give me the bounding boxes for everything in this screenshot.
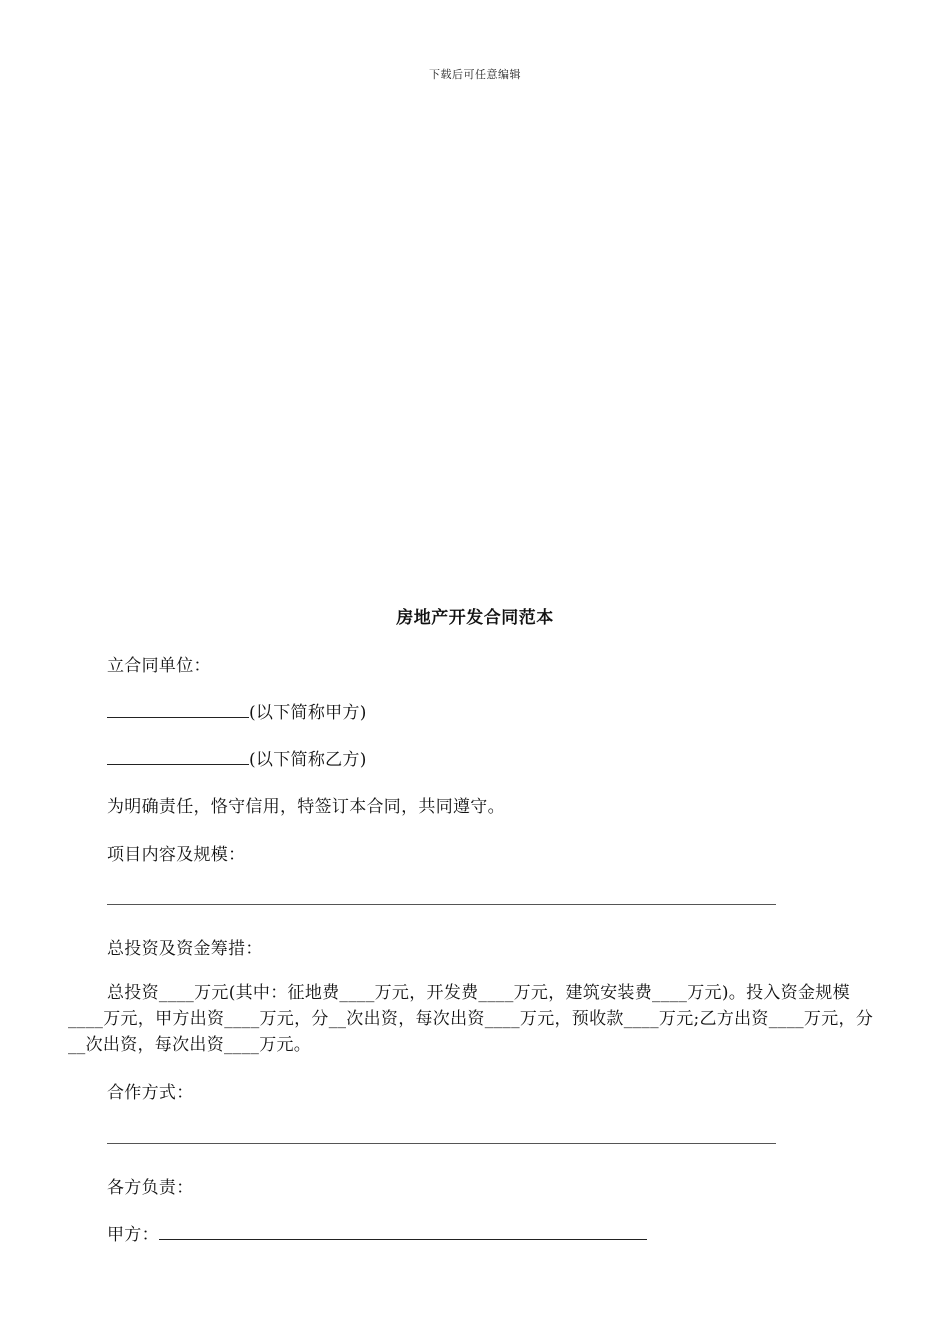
party-a-line	[107, 698, 367, 723]
party-b-suffix: (以下简称乙方)	[249, 750, 367, 770]
party-b-line	[107, 745, 367, 770]
purpose-text: 为明确责任，恪守信用，特签订本合同，共同遵守。	[107, 797, 505, 817]
party-a-responsibility-blank	[159, 1225, 647, 1240]
party-a-suffix: (以下简称甲方)	[249, 703, 367, 723]
project-fill-line	[107, 904, 776, 905]
cooperation-fill-line	[107, 1143, 776, 1144]
responsibility-label: 各方负责：	[107, 1178, 194, 1198]
party-a-label: 甲方：	[107, 1225, 159, 1245]
investment-label: 总投资及资金筹措：	[107, 939, 263, 959]
investment-paragraph: 总投资____万元(其中：征地费____万元，开发费____万元，建筑安装费____万元)。投入资金规模____万元，甲方出资____万元，分__次出资，每次出资____万元，预收款____万元;乙方出资____万元，分__次出资，每次出资____万元。	[68, 983, 874, 1055]
header-note: 下载后可任意编辑	[429, 68, 521, 81]
cooperation-label: 合作方式：	[107, 1083, 194, 1103]
contract-parties-label: 立合同单位：	[107, 656, 211, 676]
project-label: 项目内容及规模：	[107, 845, 246, 865]
party-a-responsibility-line	[107, 1220, 647, 1245]
party-b-blank	[107, 750, 249, 765]
party-a-blank	[107, 703, 249, 718]
document-title: 房地产开发合同范本	[396, 608, 554, 628]
